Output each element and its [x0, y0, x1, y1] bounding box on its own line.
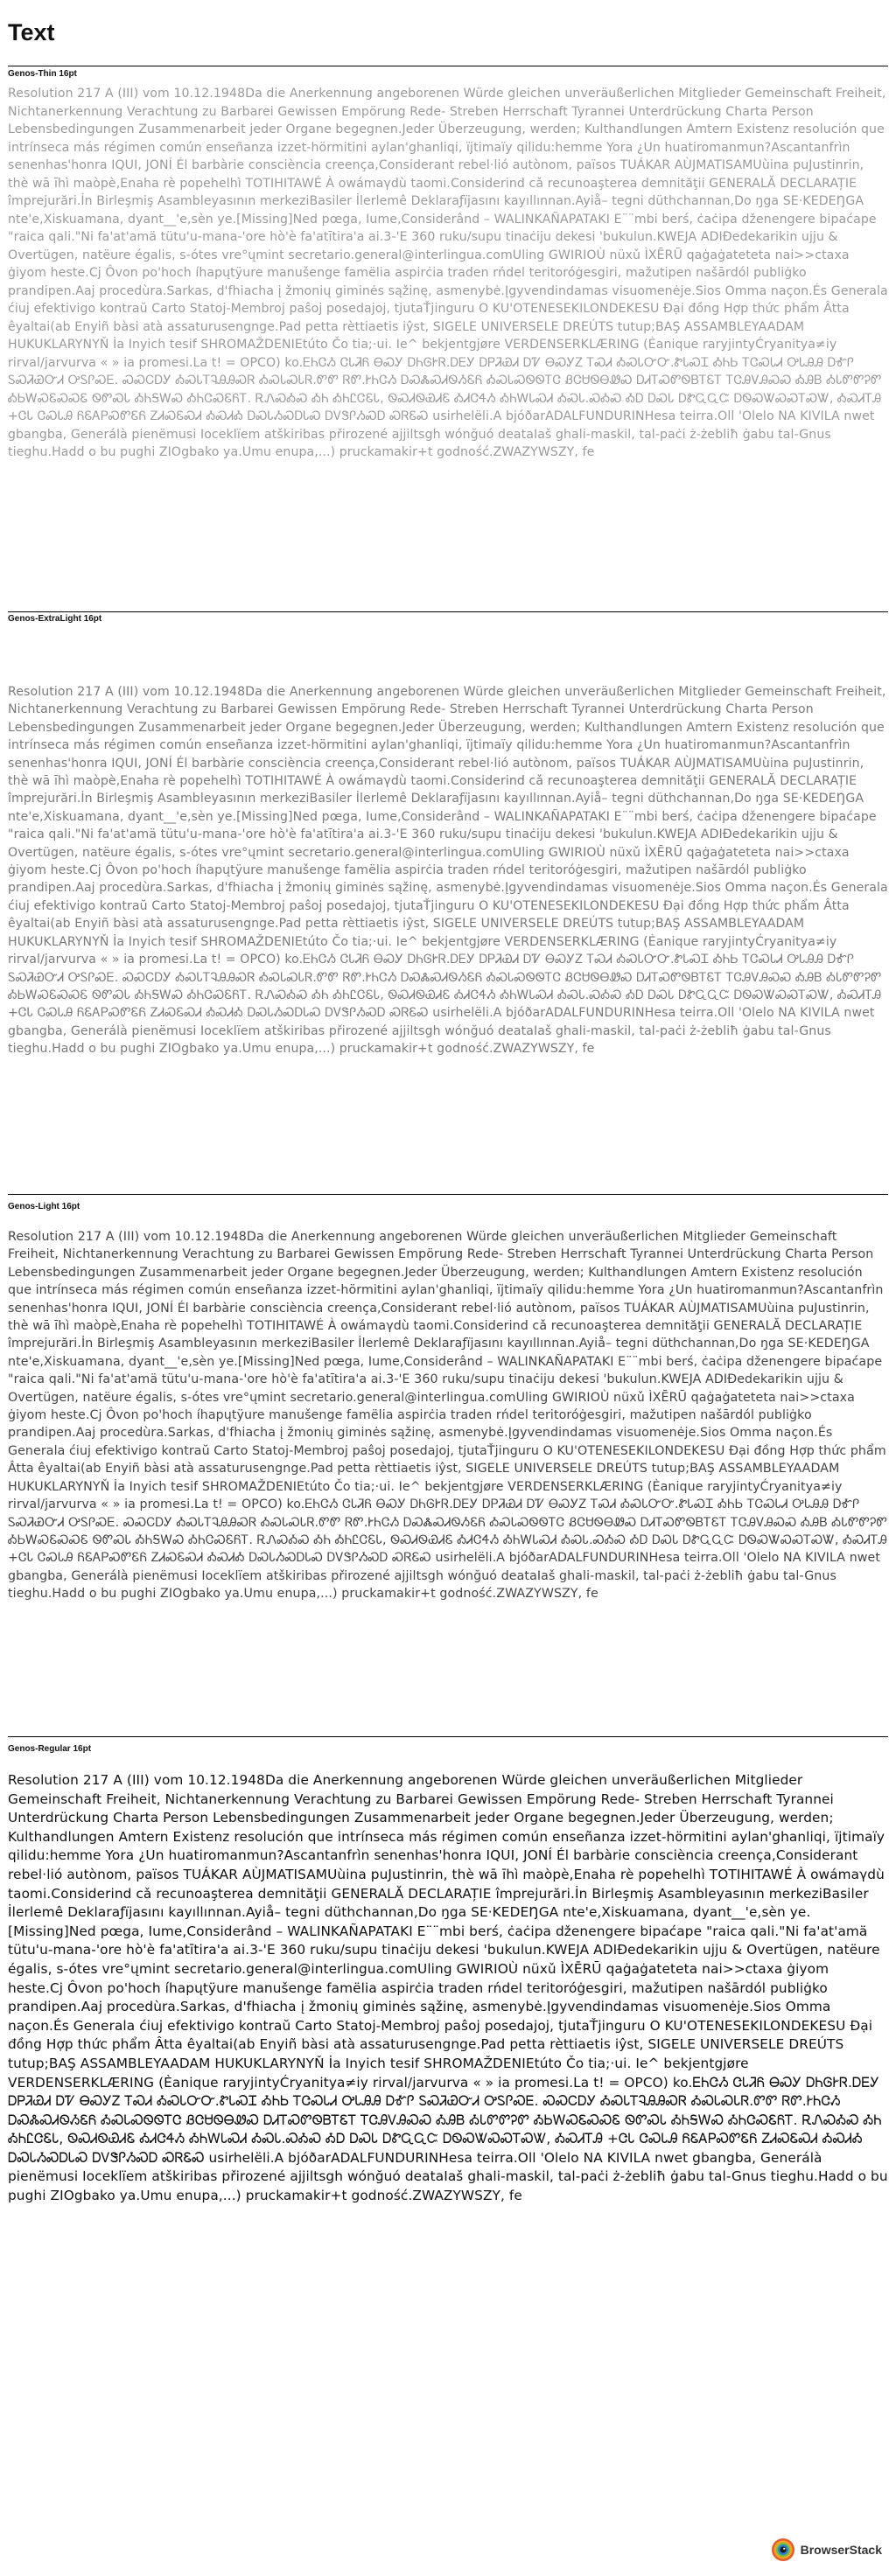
- browserstack-badge[interactable]: [771, 2538, 882, 2562]
- section-label-light: Genos-Light 16pt: [8, 1202, 80, 1211]
- section-label-extralight: Genos-ExtraLight 16pt: [8, 614, 102, 624]
- section-label-regular: Genos-Regular 16pt: [8, 1744, 92, 1754]
- section-divider: [8, 611, 888, 612]
- sample-text-extralight: Resolution 217 A (III) vom 10.12.1948Da die Anerkennung angeborenen Würde gleichen unveräußerlichen Mitglieder Gemeinschaft Freiheit, Nichtanerkennung Verachtung zu Barbarei Gewissen Empörung Rede- Streben Herrschaft Tyrannei Unterdrückung Charta Person Lebensbedingungen Zusammenarbeit jeder Organe begegnen.Jeder Überzeugung, werden; Kulthandlungen Amtern Existenz resolución que intrínseca más régimen común enseñanza izzet-hörmitini aylan'ghanliqi, ïjtimaïy qilidu:hemme Yora ¿Un huatiromanmun?Ascantanfrìn senenhas'honra IQUI, JONÍ Él barbàrie consciència creença,Considerant rebel·lió autònom, països TUÁKAR AÙJMATISAMUùina puJustinrin, thè wā īhì maòpè,Enaha rè popehelhì TOTIHITAWÉ À owámaγdù taomi.Considerind cǎ recunoaşterea demnităţii GENERALĂ DECLARAȚIE împrejurări.İn Birleşmiş Asambleyasının merkeziBasiler İlerlemê Deklaraƒïjasını kayıllınnan.Ayiå– tegni düthchannan,Do ŋga SE·KEDEŊGA nte'e,Xiskuamana, dyant__'e,sèn ye.[Missing]Ned pœga, Iume,Considerând – WALINKAÑAPATAKI E¨¨mbi berś, ċaċipa dženengere bipaćape "raica qali."Ni fa'at'amä tütu'u-mana-'ore hò'è fa'atītira'a ai.3-'E 360 ruku/supu tinaċiju dekesi 'bukulun.KWEJA ADIĐedekarikin ujju & Overtügen, natëure égalis, s-ótes vre°ųmint secretario.general@interlingua.comUling GWIRIOÙ nüxǔ ÌXĒRŪ qaġaġateteta nai>>ctaxa ġiyom heste.Cj Ôvon po'hoch íhapųtÿure manušenge famëlia aspirċia traden rńdel teritoróġesgiri, mažutipen našārdól publiġko prandipen.Aaj procedùra.Sarkas, d'fhiacha į žmonių giminės sąžinę, asmenybė.Įgyvendindamas visuomenėje.Sios Omma naçon.És Generala ćiuj efektivigo kontraŭ Carto Statoj-Membroj paŝoj posedajoj, tjutaŤjinguru O KU'OTENESEKILONDEKESU Đại đồng Hợp thức phẩm Âtta êyaltai(ab Enyiñ bàsi atà assaturusengnge.Pad petta rèttiaetis iŷst, SIGELE UNIVERSELE DREÚTS tutup;BAŞ ASSAMBLEYAADAM HUKUKLARYNYŇ İa Inyich tesif SHROMAŽDENIEtúto Čo tia;·ui. Ie^ bekjentgjøre VERDENSERKLÆRING (Ѐanique raryjintyĆryanitya≠iy rirval∕jarvurva « » ia promesi.La t! = OPCO) ko.ᎬᏂᏣᏱ ᏣᏓᏘᏲ ᎾᏍᎩ ᎠᏂᎶᎨᏒ.ᎠᎬᎩ ᎠᏢᏘᏯᏗ ᎠᏤ ᎾᏍᎩᏃ ᎢᏍᏗ ᎣᏍᏓᏅᏅ.ᏑᏓᏍᏆ ᎣᏂᏏ ᎢᏣᏍᏓᏗ ᎤᏓᎯᎯ ᎠᎹᎵ ᏚᏍᏘᏯᏅᏗ ᎤᏚᎵᏍᎬ. ᏍᏍᏟᎠᎩ ᎣᏍᏓᎢᎸᎯᎯᏍᏒ ᎣᏍᏓᏍᏓᏒ.ᏛᏛ ᏒᏛ.ᎨᏂᏣᏱ ᎠᏍᏜᏍᏗᏫᏱᏋᏲ ᎣᏍᏓᏍᏫᏫᎢᏣ ᏰᏣᏌᏫᎾᏪᏍ ᎠᏗᎢᏍᏛᏫᏴᎢᏋᎢ ᎢᏣᎯᏙᎯᏍᏍ ᎣᎯᏴ ᎣᏓᏛᏛᎮᏛ ᎣᏏᎳᏍᏋᏍᏍᏋ ᏫᏛᏍᏓ ᎣᏂᎦᎳᏍ ᎣᏂᏣᏍᏋᏲᎢ. ᎡᏁᏍᎣᏍ ᎣᏂ ᎣᏂᏝᏣᏋᏓ, ᏫᏍᏗᏫᏯᏗᏋ ᎣᏗᏣᏎᏱ ᎣᏂᎳᏓᏍᏗ ᎣᏍᏓ.ᏍᎣᏍ ᎣᎠ ᎠᏍᏓ ᎠᏑᏩᏩᏨ ᎠᏫᏍᏔᏍᏍᎢᏍᏔ, ᎣᏍᏗᎢᎯ +ᏣᏓ ᏣᏍᏓᎯ ᏲᏋᎪᏢᏍᏛᏋᏲ ᏃᏗᏍᏋᏍᏗ ᎣᏍᏗᎣ ᎠᏍᏓᏱᏍᎠᏓᏍ ᎠᏙᏕᎵᏱᏍᎠ ᏍᏒᏋᏍ usirhelëli.A bjóðarADALFUNDURINHesa teirra.Oll 'Olelo NA KIVILA nwet gbangba, Generálà pienëmusi Ioceklïem atškiribas přirozené ajjiltsgh wónğuó deataIaš ghali-maskil, tal-paċi ż-żebliħ ġabu tal-Gnus tieghu.Hadd o bu pughi ZIOgbako ya.Umu enupa,...) pruckamakir+t godność.ZWAZYWSZY, fe: [8, 685, 888, 1057]
- browserstack-brand-text: BrowserStack: [800, 2543, 882, 2557]
- section-divider: [8, 1736, 888, 1737]
- section-divider: [8, 1194, 888, 1195]
- sample-text-thin: Resolution 217 A (III) vom 10.12.1948Da die Anerkennung angeborenen Würde gleichen unveräußerlichen Mitglieder Gemeinschaft Freiheit, Nichtanerkennung Verachtung zu Barbarei Gewissen Empörung Rede- Streben Herrschaft Tyrannei Unterdrückung Charta Person Lebensbedingungen Zusammenarbeit jeder Organe begegnen.Jeder Überzeugung, werden; Kulthandlungen Amtern Existenz resolución que intrínseca más régimen común enseñanza izzet-hörmitini aylan'ghanliqi, ïjtimaïy qilidu:hemme Yora ¿Un huatiromanmun?Ascantanfrìn senenhas'honra IQUI, JONÍ Él barbàrie consciència creença,Considerant rebel·lió autònom, països TUÁKAR AÙJMATISAMUùina puJustinrin, thè wā īhì maòpè,Enaha rè popehelhì TOTIHITAWÉ À owámaγdù taomi.Considerind cǎ recunoaşterea demnităţii GENERALĂ DECLARAȚIE împrejurări.İn Birleşmiş Asambleyasının merkeziBasiler İlerlemê Deklaraƒïjasını kayıllınnan.Ayiå– tegni düthchannan,Do ŋga SE·KEDEŊGA nte'e,Xiskuamana, dyant__'e,sèn ye.[Missing]Ned pœga, Iume,Considerând – WALINKAÑAPATAKI E¨¨mbi berś, ċaċipa dženengere bipaćape "raica qali."Ni fa'at'amä tütu'u-mana-'ore hò'è fa'atītira'a ai.3-'E 360 ruku/supu tinaċiju dekesi 'bukulun.KWEJA ADIĐedekarikin ujju & Overtügen, natëure égalis, s-ótes vre°ųmint secretario.general@interlingua.comUling GWIRIOÙ nüxǔ ÌXĒRŪ qaġaġateteta nai>>ctaxa ġiyom heste.Cj Ôvon po'hoch íhapųtÿure manušenge famëlia aspirċia traden rńdel teritoróġesgiri, mažutipen našārdól publiġko prandipen.Aaj procedùra.Sarkas, d'fhiacha į žmonių giminės sąžinę, asmenybė.Įgyvendindamas visuomenėje.Sios Omma naçon.És Generala ćiuj efektivigo kontraŭ Carto Statoj-Membroj paŝoj posedajoj, tjutaŤjinguru O KU'OTENESEKILONDEKESU Đại đồng Hợp thức phẩm Âtta êyaltai(ab Enyiñ bàsi atà assaturusengnge.Pad petta rèttiaetis iŷst, SIGELE UNIVERSELE DREÚTS tutup;BAŞ ASSAMBLEYAADAM HUKUKLARYNYŇ İa Inyich tesif SHROMAŽDENIEtúto Čo tia;·ui. Ie^ bekjentgjøre VERDENSERKLÆRING (Ѐanique raryjintyĆryanitya≠iy rirval∕jarvurva « » ia promesi.La t! = OPCO) ko.ᎬᏂᏣᏱ ᏣᏓᏘᏲ ᎾᏍᎩ ᎠᏂᎶᎨᏒ.ᎠᎬᎩ ᎠᏢᏘᏯᏗ ᎠᏤ ᎾᏍᎩᏃ ᎢᏍᏗ ᎣᏍᏓᏅᏅ.ᏑᏓᏍᏆ ᎣᏂᏏ ᎢᏣᏍᏓᏗ ᎤᏓᎯᎯ ᎠᎹᎵ ᏚᏍᏘᏯᏅᏗ ᎤᏚᎵᏍᎬ. ᏍᏍᏟᎠᎩ ᎣᏍᏓᎢᎸᎯᎯᏍᏒ ᎣᏍᏓᏍᏓᏒ.ᏛᏛ ᏒᏛ.ᎨᏂᏣᏱ ᎠᏍᏜᏍᏗᏫᏱᏋᏲ ᎣᏍᏓᏍᏫᏫᎢᏣ ᏰᏣᏌᏫᎾᏪᏍ ᎠᏗᎢᏍᏛᏫᏴᎢᏋᎢ ᎢᏣᎯᏙᎯᏍᏍ ᎣᎯᏴ ᎣᏓᏛᏛᎮᏛ ᎣᏏᎳᏍᏋᏍᏍᏋ ᏫᏛᏍᏓ ᎣᏂᎦᎳᏍ ᎣᏂᏣᏍᏋᏲᎢ. ᎡᏁᏍᎣᏍ ᎣᏂ ᎣᏂᏝᏣᏋᏓ, ᏫᏍᏗᏫᏯᏗᏋ ᎣᏗᏣᏎᏱ ᎣᏂᎳᏓᏍᏗ ᎣᏍᏓ.ᏍᎣᏍ ᎣᎠ ᎠᏍᏓ ᎠᏑᏩᏩᏨ ᎠᏫᏍᏔᏍᏍᎢᏍᏔ, ᎣᏍᏗᎢᎯ +ᏣᏓ ᏣᏍᏓᎯ ᏲᏋᎪᏢᏍᏛᏋᏲ ᏃᏗᏍᏋᏍᏗ ᎣᏍᏗᎣ ᎠᏍᏓᏱᏍᎠᏓᏍ ᎠᏙᏕᎵᏱᏍᎠ ᏍᏒᏋᏍ usirhelëli.A bjóðarADALFUNDURINHesa teirra.Oll 'Olelo NA KIVILA nwet gbangba, Generálà pienëmusi Ioceklïem atškiribas přirozené ajjiltsgh wónğuó deataIaš ghali-maskil, tal-paċi ż-żebliħ ġabu tal-Gnus tieghu.Hadd o bu pughi ZIOgbako ya.Umu enupa,...) pruckamakir+t godność.ZWAZYWSZY, fe: [8, 87, 888, 459]
- sample-text-light: Resolution 217 A (III) vom 10.12.1948Da die Anerkennung angeborenen Würde gleichen unveräußerlichen Mitglieder Gemeinschaft Freiheit, Nichtanerkennung Verachtung zu Barbarei Gewissen Empörung Rede- Streben Herrschaft Tyrannei Unterdrückung Charta Person Lebensbedingungen Zusammenarbeit jeder Organe begegnen.Jeder Überzeugung, werden; Kulthandlungen Amtern Existenz resolución que intrínseca más régimen común enseñanza izzet-hörmitini aylan'ghanliqi, ïjtimaïy qilidu:hemme Yora ¿Un huatiromanmun?Ascantanfrìn senenhas'honra IQUI, JONÍ Él barbàrie consciència creença,Considerant rebel·lió autònom, països TUÁKAR AÙJMATISAMUùina puJustinrin, thè wā īhì maòpè,Enaha rè popehelhì TOTIHITAWÉ À owámaγdù taomi.Considerind cǎ recunoaşterea demnităţii GENERALĂ DECLARAȚIE împrejurări.İn Birleşmiş Asambleyasının merkeziBasiler İlerlemê Deklaraƒïjasını kayıllınnan.Ayiå– tegni düthchannan,Do ŋga SE·KEDEŊGA nte'e,Xiskuamana, dyant__'e,sèn ye.[Missing]Ned pœga, Iume,Considerând – WALINKAÑAPATAKI E¨¨mbi berś, ċaċipa dženengere bipaćape "raica qali."Ni fa'at'amä tütu'u-mana-'ore hò'è fa'atītira'a ai.3-'E 360 ruku/supu tinaċiju dekesi 'bukulun.KWEJA ADIĐedekarikin ujju & Overtügen, natëure égalis, s-ótes vre°ųmint secretario.general@interlingua.comUling GWIRIOÙ nüxǔ ÌXĒRŪ qaġaġateteta nai>>ctaxa ġiyom heste.Cj Ôvon po'hoch íhapųtÿure manušenge famëlia aspirċia traden rńdel teritoróġesgiri, mažutipen našārdól publiġko prandipen.Aaj procedùra.Sarkas, d'fhiacha į žmonių giminės sąžinę, asmenybė.Įgyvendindamas visuomenėje.Sios Omma naçon.És Generala ćiuj efektivigo kontraŭ Carto Statoj-Membroj paŝoj posedajoj, tjutaŤjinguru O KU'OTENESEKILONDEKESU Đại đồng Hợp thức phẩm Âtta êyaltai(ab Enyiñ bàsi atà assaturusengnge.Pad petta rèttiaetis iŷst, SIGELE UNIVERSELE DREÚTS tutup;BAŞ ASSAMBLEYAADAM HUKUKLARYNYŇ İa Inyich tesif SHROMAŽDENIEtúto Čo tia;·ui. Ie^ bekjentgjøre VERDENSERKLÆRING (Ѐanique raryjintyĆryanitya≠iy rirval∕jarvurva « » ia promesi.La t! = OPCO) ko.ᎬᏂᏣᏱ ᏣᏓᏘᏲ ᎾᏍᎩ ᎠᏂᎶᎨᏒ.ᎠᎬᎩ ᎠᏢᏘᏯᏗ ᎠᏤ ᎾᏍᎩᏃ ᎢᏍᏗ ᎣᏍᏓᏅᏅ.ᏑᏓᏍᏆ ᎣᏂᏏ ᎢᏣᏍᏓᏗ ᎤᏓᎯᎯ ᎠᎹᎵ ᏚᏍᏘᏯᏅᏗ ᎤᏚᎵᏍᎬ. ᏍᏍᏟᎠᎩ ᎣᏍᏓᎢᎸᎯᎯᏍᏒ ᎣᏍᏓᏍᏓᏒ.ᏛᏛ ᏒᏛ.ᎨᏂᏣᏱ ᎠᏍᏜᏍᏗᏫᏱᏋᏲ ᎣᏍᏓᏍᏫᏫᎢᏣ ᏰᏣᏌᏫᎾᏪᏍ ᎠᏗᎢᏍᏛᏫᏴᎢᏋᎢ ᎢᏣᎯᏙᎯᏍᏍ ᎣᎯᏴ ᎣᏓᏛᏛᎮᏛ ᎣᏏᎳᏍᏋᏍᏍᏋ ᏫᏛᏍᏓ ᎣᏂᎦᎳᏍ ᎣᏂᏣᏍᏋᏲᎢ. ᎡᏁᏍᎣᏍ ᎣᏂ ᎣᏂᏝᏣᏋᏓ, ᏫᏍᏗᏫᏯᏗᏋ ᎣᏗᏣᏎᏱ ᎣᏂᎳᏓᏍᏗ ᎣᏍᏓ.ᏍᎣᏍ ᎣᎠ ᎠᏍᏓ ᎠᏑᏩᏩᏨ ᎠᏫᏍᏔᏍᏍᎢᏍᏔ, ᎣᏍᏗᎢᎯ +ᏣᏓ ᏣᏍᏓᎯ ᏲᏋᎪᏢᏍᏛᏋᏲ ᏃᏗᏍᏋᏍᏗ ᎣᏍᏗᎣ ᎠᏍᏓᏱᏍᎠᏓᏍ ᎠᏙᏕᎵᏱᏍᎠ ᏍᏒᏋᏍ usirhelëli.A bjóðarADALFUNDURINHesa teirra.Oll 'Olelo NA KIVILA nwet gbangba, Generálà pienëmusi Ioceklïem atškiribas přirozené ajjiltsgh wónğuó deataIaš ghali-maskil, tal-paċi ż-żebliħ ġabu tal-Gnus tieghu.Hadd o bu pughi ZIOgbako ya.Umu enupa,...) pruckamakir+t godność.ZWAZYWSZY, fe: [8, 1230, 888, 1602]
- browserstack-logo-icon: [771, 2538, 795, 2562]
- sample-text-regular: Resolution 217 A (III) vom 10.12.1948Da die Anerkennung angeborenen Würde gleichen unveräußerlichen Mitglieder Gemeinschaft Freiheit, Nichtanerkennung Verachtung zu Barbarei Gewissen Empörung Rede- Streben Herrschaft Tyrannei Unterdrückung Charta Person Lebensbedingungen Zusammenarbeit jeder Organe begegnen.Jeder Überzeugung, werden; Kulthandlungen Amtern Existenz resolución que intrínseca más régimen común enseñanza izzet-hörmitini aylan'ghanliqi, ïjtimaïy qilidu:hemme Yora ¿Un huatiromanmun?Ascantanfrìn senenhas'honra IQUI, JONÍ Él barbàrie consciència creença,Considerant rebel·lió autònom, països TUÁKAR AÙJMATISAMUùina puJustinrin, thè wā īhì maòpè,Enaha rè popehelhì TOTIHITAWÉ À owámaγdù taomi.Considerind cǎ recunoaşterea demnităţii GENERALĂ DECLARAȚIE împrejurări.İn Birleşmiş Asambleyasının merkeziBasiler İlerlemê Deklaraƒïjasını kayıllınnan.Ayiå– tegni düthchannan,Do ŋga SE·KEDEŊGA nte'e,Xiskuamana, dyant__'e,sèn ye.[Missing]Ned pœga, Iume,Considerând – WALINKAÑAPATAKI E¨¨mbi berś, ċaċipa dženengere bipaćape "raica qali."Ni fa'at'amä tütu'u-mana-'ore hò'è fa'atītira'a ai.3-'E 360 ruku/supu tinaċiju dekesi 'bukulun.KWEJA ADIĐedekarikin ujju & Overtügen, natëure égalis, s-ótes vre°ųmint secretario.general@interlingua.comUling GWIRIOÙ nüxǔ ÌXĒRŪ qaġaġateteta nai>>ctaxa ġiyom heste.Cj Ôvon po'hoch íhapųtÿure manušenge famëlia aspirċia traden rńdel teritoróġesgiri, mažutipen našārdól publiġko prandipen.Aaj procedùra.Sarkas, d'fhiacha į žmonių giminės sąžinę, asmenybė.Įgyvendindamas visuomenėje.Sios Omma naçon.És Generala ćiuj efektivigo kontraŭ Carto Statoj-Membroj paŝoj posedajoj, tjutaŤjinguru O KU'OTENESEKILONDEKESU Đại đồng Hợp thức phẩm Âtta êyaltai(ab Enyiñ bàsi atà assaturusengnge.Pad petta rèttiaetis iŷst, SIGELE UNIVERSELE DREÚTS tutup;BAŞ ASSAMBLEYAADAM HUKUKLARYNYŇ İa Inyich tesif SHROMAŽDENIEtúto Čo tia;·ui. Ie^ bekjentgjøre VERDENSERKLÆRING (Ѐanique raryjintyĆryanitya≠iy rirval∕jarvurva « » ia promesi.La t! = OPCO) ko.ᎬᏂᏣᏱ ᏣᏓᏘᏲ ᎾᏍᎩ ᎠᏂᎶᎨᏒ.ᎠᎬᎩ ᎠᏢᏘᏯᏗ ᎠᏤ ᎾᏍᎩᏃ ᎢᏍᏗ ᎣᏍᏓᏅᏅ.ᏑᏓᏍᏆ ᎣᏂᏏ ᎢᏣᏍᏓᏗ ᎤᏓᎯᎯ ᎠᎹᎵ ᏚᏍᏘᏯᏅᏗ ᎤᏚᎵᏍᎬ. ᏍᏍᏟᎠᎩ ᎣᏍᏓᎢᎸᎯᎯᏍᏒ ᎣᏍᏓᏍᏓᏒ.ᏛᏛ ᏒᏛ.ᎨᏂᏣᏱ ᎠᏍᏜᏍᏗᏫᏱᏋᏲ ᎣᏍᏓᏍᏫᏫᎢᏣ ᏰᏣᏌᏫᎾᏪᏍ ᎠᏗᎢᏍᏛᏫᏴᎢᏋᎢ ᎢᏣᎯᏙᎯᏍᏍ ᎣᎯᏴ ᎣᏓᏛᏛᎮᏛ ᎣᏏᎳᏍᏋᏍᏍᏋ ᏫᏛᏍᏓ ᎣᏂᎦᎳᏍ ᎣᏂᏣᏍᏋᏲᎢ. ᎡᏁᏍᎣᏍ ᎣᏂ ᎣᏂᏝᏣᏋᏓ, ᏫᏍᏗᏫᏯᏗᏋ ᎣᏗᏣᏎᏱ ᎣᏂᎳᏓᏍᏗ ᎣᏍᏓ.ᏍᎣᏍ ᎣᎠ ᎠᏍᏓ ᎠᏑᏩᏩᏨ ᎠᏫᏍᏔᏍᏍᎢᏍᏔ, ᎣᏍᏗᎢᎯ +ᏣᏓ ᏣᏍᏓᎯ ᏲᏋᎪᏢᏍᏛᏋᏲ ᏃᏗᏍᏋᏍᏗ ᎣᏍᏗᎣ ᎠᏍᏓᏱᏍᎠᏓᏍ ᎠᏙᏕᎵᏱᏍᎠ ᏍᏒᏋᏍ usirhelëli.A bjóðarADALFUNDURINHesa teirra.Oll 'Olelo NA KIVILA nwet gbangba, Generálà pienëmusi Ioceklïem atškiribas přirozené ajjiltsgh wónğuó deataIaš ghali-maskil, tal-paċi ż-żebliħ ġabu tal-Gnus tieghu.Hadd o bu pughi ZIOgbako ya.Umu enupa,...) pruckamakir+t godność.ZWAZYWSZY, fe: [8, 1772, 888, 2204]
- page-title: Text: [8, 19, 55, 45]
- section-label-thin: Genos-Thin 16pt: [8, 69, 77, 79]
